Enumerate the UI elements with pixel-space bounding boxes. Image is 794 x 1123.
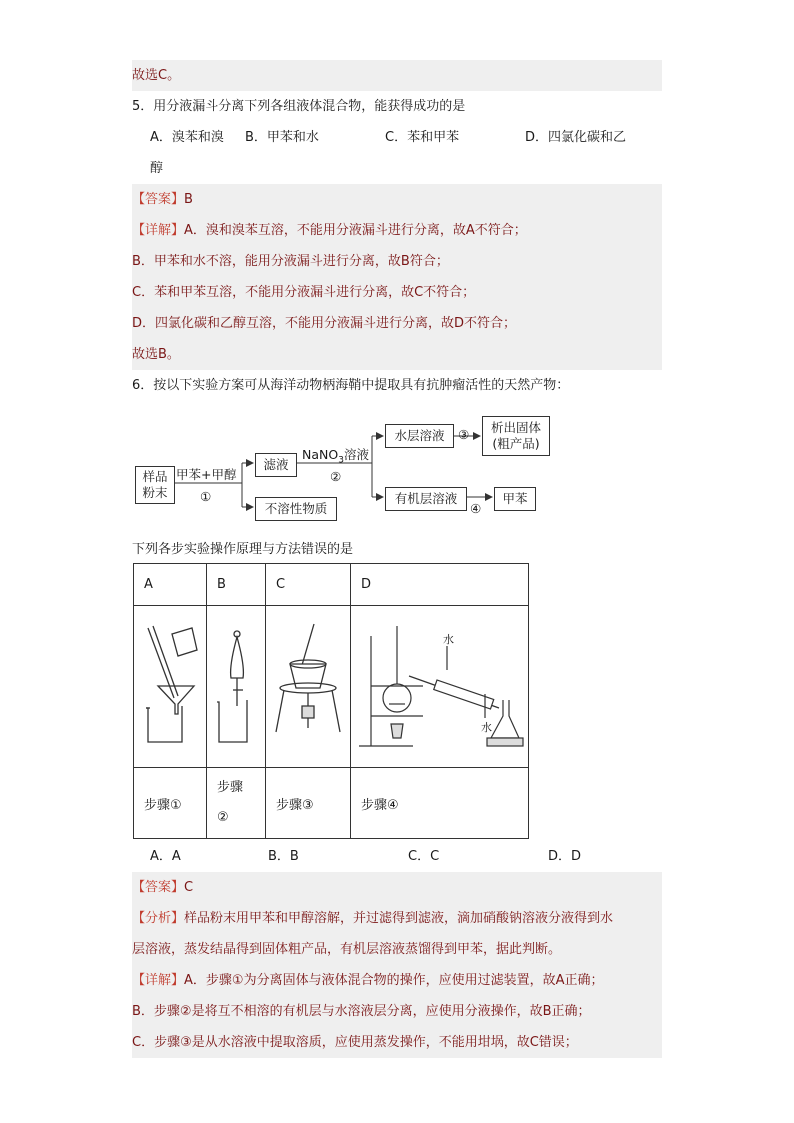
analysis-text: 样品粉末用甲苯和甲醇溶解，并过滤得到滤液，滴加硝酸钠溶液分液得到水 — [184, 911, 614, 926]
q5-detail-b: B．甲苯和水不溶，能用分液漏斗进行分离，故B符合； — [132, 246, 662, 277]
separatory-funnel-icon — [207, 606, 265, 763]
col-head-a: A — [134, 564, 207, 606]
q6-answer — [132, 872, 662, 903]
q6-option-b: B．B — [268, 849, 299, 864]
q6-detail-c: C．步骤③是从水溶液中提取溶质，应使用蒸发操作，不能用坩埚，故C错误； — [132, 1027, 662, 1058]
water-in-label: 水 — [443, 633, 454, 646]
distillation-icon — [351, 606, 528, 763]
q5-option-wrap: 醇 — [150, 161, 164, 176]
q5-detail-a — [132, 215, 662, 246]
reagent-2 — [302, 445, 369, 466]
q5-detail-d: D．四氯化碳和乙醇互溶，不能用分液漏斗进行分离，故D不符合； — [132, 308, 662, 339]
q5-option-a: A．溴苯和溴 — [150, 130, 224, 145]
solid-box — [482, 416, 550, 456]
q5-answer — [132, 184, 662, 215]
sample-label-1: 样品 — [142, 469, 168, 484]
insoluble-box: 不溶性物质 — [255, 497, 337, 521]
q6-options — [132, 841, 662, 872]
step-3: ③ — [458, 427, 470, 442]
q5-option-d: D．四氯化碳和乙 — [525, 130, 627, 145]
filtration-apparatus — [134, 606, 207, 768]
document-page — [132, 60, 662, 1058]
step-cell-b-num: ② — [217, 810, 229, 825]
prev-conclusion: 故选C。 — [132, 60, 662, 91]
answer-value: B — [184, 192, 193, 207]
q6-analysis-1 — [132, 903, 662, 934]
col-head-d: D — [351, 564, 529, 606]
reagent-1: 甲苯+甲醇 — [176, 467, 237, 482]
organic-box: 有机层溶液 — [385, 487, 467, 511]
q6-detail-a — [132, 965, 662, 996]
q6-option-c: C．C — [408, 849, 440, 864]
q5-option-c: C．苯和甲苯 — [385, 130, 460, 145]
solid-label-2: (粗产品) — [492, 436, 540, 451]
q5-option-b: B．甲苯和水 — [245, 130, 319, 145]
q5-stem: 5．用分液漏斗分离下列各组液体混合物，能获得成功的是 — [132, 99, 466, 114]
crucible-apparatus — [266, 606, 351, 768]
water-out-label: 水 — [481, 721, 492, 734]
step-1: ① — [200, 489, 212, 504]
step-cell-a: 步骤① — [134, 768, 207, 839]
col-head-b: B — [207, 564, 266, 606]
q6-analysis-2: 层溶液，蒸发结晶得到固体粗产品，有机层溶液蒸馏得到甲苯，据此判断。 — [132, 934, 662, 965]
reagent-2-post: 溶液 — [343, 447, 369, 462]
filtration-icon — [134, 606, 206, 763]
answer-tag: 【答案】 — [132, 880, 185, 895]
apparatus-table — [133, 563, 529, 839]
analysis-tag: 【分析】 — [132, 911, 185, 926]
crucible-heating-icon — [266, 606, 350, 763]
q5-options — [132, 122, 662, 153]
detail-tag: 【详解】 — [132, 973, 185, 988]
answer-value: C — [184, 880, 194, 895]
step-cell-b — [207, 768, 266, 839]
separatory-apparatus — [207, 606, 266, 768]
aqueous-box: 水层溶液 — [385, 424, 454, 448]
step-4: ④ — [470, 501, 482, 516]
distillation-apparatus — [351, 606, 529, 768]
col-head-c: C — [266, 564, 351, 606]
reagent-2-pre: NaNO — [302, 447, 339, 462]
step-cell-c: 步骤③ — [266, 768, 351, 839]
q6-detail-b: B．步骤②是将互不相溶的有机层与水溶液层分离，应使用分液操作，故B正确； — [132, 996, 662, 1027]
detail-tag: 【详解】 — [132, 223, 185, 238]
q5-detail-c: C．苯和甲苯互溶，不能用分液漏斗进行分离，故C不符合； — [132, 277, 662, 308]
sample-label-2: 粉末 — [142, 485, 168, 500]
step-cell-d: 步骤④ — [351, 768, 529, 839]
q5-conclusion: 故选B。 — [132, 339, 662, 370]
reagent-2-sub: 3 — [338, 455, 344, 466]
answer-tag: 【答案】 — [132, 192, 185, 207]
q6-stem: 6．按以下实验方案可从海洋动物柄海鞘中提取具有抗肿瘤活性的天然产物： — [132, 378, 570, 393]
toluene-box: 甲苯 — [494, 487, 536, 511]
flow-chart — [132, 401, 662, 536]
q6-sub-stem: 下列各步实验操作原理与方法错误的是 — [132, 542, 354, 557]
solid-label-1: 析出固体 — [490, 420, 541, 435]
step-2: ② — [330, 469, 342, 484]
sample-box — [135, 466, 175, 504]
filtrate-box: 滤液 — [255, 453, 297, 477]
q6-option-d: D．D — [548, 849, 582, 864]
detail-text: A．溴和溴苯互溶，不能用分液漏斗进行分离，故A不符合； — [184, 223, 527, 238]
step-cell-b-word: 步骤 — [217, 780, 244, 795]
q6-option-a: A．A — [150, 849, 181, 864]
detail-text: A．步骤①为分离固体与液体混合物的操作，应使用过滤装置，故A正确； — [184, 973, 604, 988]
